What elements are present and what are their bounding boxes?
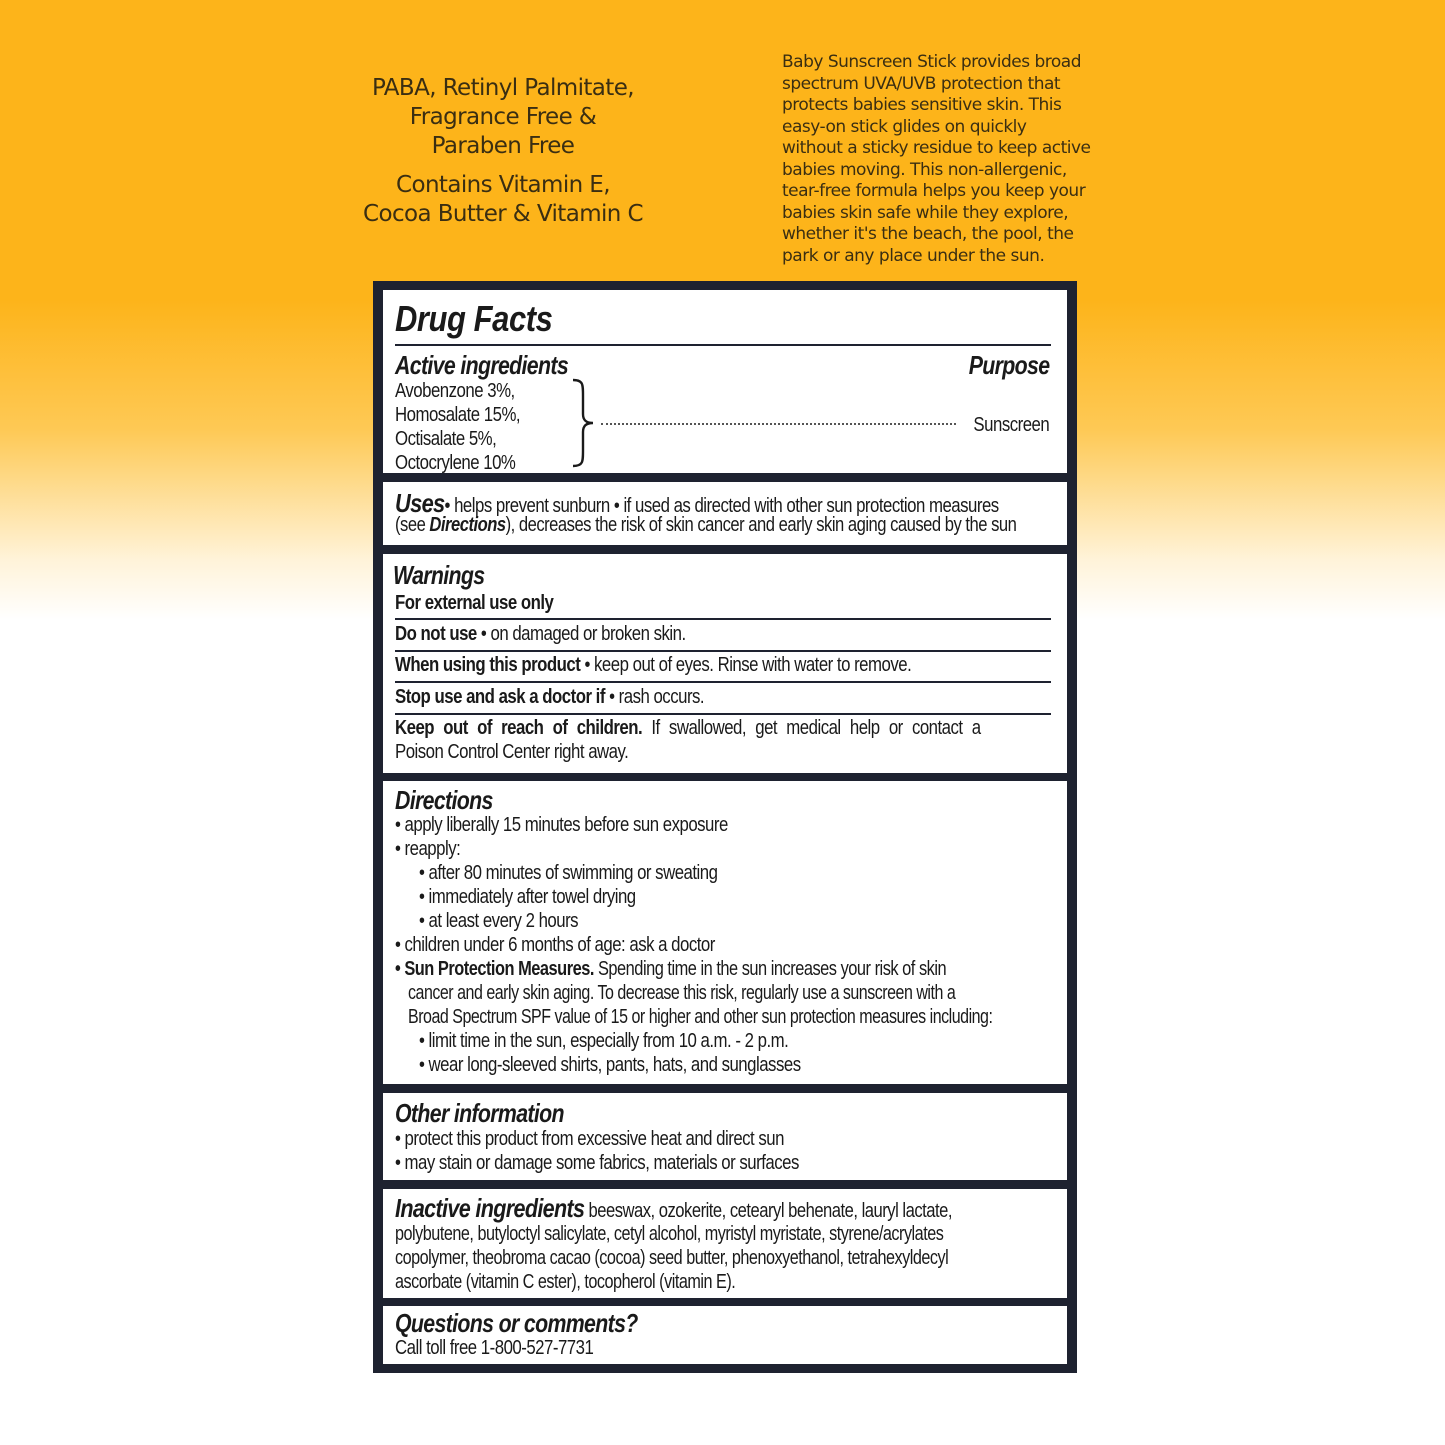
ingredient-avobenzone: Avobenzone 3%, [395, 380, 515, 402]
product-claims [340, 74, 666, 229]
warnings-box [383, 554, 1067, 773]
warning-rule [395, 681, 1051, 683]
product-description [782, 52, 1112, 267]
description-line: Baby Sunscreen Stick provides broad [782, 52, 1081, 72]
sun-protection-text-3: Broad Spectrum SPF value of 15 or higher and other sun protection measures including: [408, 1006, 993, 1028]
warning-rule [395, 650, 1051, 652]
inactive-line-1 [395, 1193, 1066, 1224]
claim-line: Cocoa Butter & Vitamin C [363, 201, 643, 227]
when-using-line [395, 654, 911, 677]
direction-subitem: • immediately after towel drying [419, 886, 636, 908]
description-line: spectrum UVA/UVB protection that [782, 73, 1061, 94]
uses-heading: Uses [395, 488, 445, 518]
sun-protection-line [395, 958, 946, 981]
other-information-box [383, 1093, 1067, 1180]
when-using-text: • keep out of eyes. Rinse with water to remove. [580, 654, 912, 676]
active-ingredients-heading: Active ingredients [395, 350, 569, 380]
stop-use-label: Stop use and ask a doctor if [395, 686, 605, 708]
inactive-text-1: beeswax, ozokerite, cetearyl behenate, lauryl lactate, [584, 1200, 952, 1222]
claim-line: Fragrance Free & [409, 104, 597, 130]
inactive-ingredients-heading: Inactive ingredients [395, 1193, 585, 1223]
uses-text-1: • helps prevent sunburn • if used as directed with other sun protection measures [444, 495, 999, 517]
warning-rule [395, 713, 1051, 715]
claim-line: Paraben Free [431, 133, 575, 159]
drug-facts-panel [373, 281, 1077, 1373]
inactive-text-4: ascorbate (vitamin C ester), tocopherol (vitamin E). [395, 1271, 736, 1293]
sun-protection-text: Spending time in the sun increases your risk of skin [593, 958, 947, 980]
direction-item: • apply liberally 15 minutes before sun exposure [395, 814, 728, 836]
uses-text-2c: ), decreases the risk of skin cancer and early skin aging caused by the sun [505, 514, 1017, 536]
title-rule [395, 344, 1051, 346]
description-line: tear-free formula helps you keep your [782, 181, 1086, 201]
other-information-heading: Other information [395, 1098, 564, 1128]
keep-out-text-2: Poison Control Center right away. [395, 741, 629, 763]
other-info-item: • protect this product from excessive heat and direct sun [395, 1128, 784, 1150]
stop-use-text: • rash occurs. [604, 686, 705, 708]
drug-facts-title: Drug Facts [395, 298, 553, 339]
direction-item: • reapply: [395, 838, 461, 860]
leader-dots [601, 423, 956, 425]
uses-box [383, 482, 1067, 545]
sun-protection-text-2: cancer and early skin aging. To decrease this risk, regularly use a sunscreen with a [408, 982, 956, 1004]
description-line: babies skin safe while they explore, [782, 202, 1069, 223]
free-from-claims [340, 74, 666, 161]
questions-heading: Questions or comments? [395, 1308, 638, 1338]
warnings-heading: Warnings [393, 560, 485, 590]
description-line: park or any place under the sun. [782, 245, 1045, 266]
purpose-heading: Purpose [968, 350, 1049, 380]
directions-ref: Directions [429, 514, 506, 536]
active-ingredients-box [383, 290, 1067, 473]
keep-out-text-1: If swallowed, get medical help or contact a [642, 717, 981, 739]
warning-rule [395, 618, 1051, 620]
directions-heading: Directions [395, 785, 493, 815]
do-not-use-line [395, 623, 686, 646]
keep-out-label: Keep out of reach of children. [395, 717, 643, 739]
uses-text-2a: (see [395, 514, 430, 536]
do-not-use-text: • on damaged or broken skin. [476, 623, 686, 645]
description-line: babies moving. This non-allergenic, [782, 159, 1067, 180]
inactive-ingredients-box [383, 1189, 1067, 1298]
direction-subitem: • wear long-sleeved shirts, pants, hats, and sunglasses [419, 1054, 801, 1076]
curly-brace-icon [569, 378, 597, 468]
ingredient-octisalate: Octisalate 5%, [395, 428, 497, 450]
description-line: protects babies sensitive skin. This [782, 95, 1062, 115]
description-line: whether it's the beach, the pool, the [782, 224, 1074, 244]
external-use-only: For external use only [395, 592, 554, 614]
claim-line: PABA, Retinyl Palmitate, [372, 75, 634, 101]
other-info-item: • may stain or damage some fabrics, materials or surfaces [395, 1152, 799, 1174]
keep-out-line-1 [395, 717, 981, 740]
description-line: easy-on stick glides on quickly [782, 116, 1027, 137]
ingredient-octocrylene: Octocrylene 10% [395, 452, 516, 474]
direction-subitem: • after 80 minutes of swimming or sweating [419, 862, 718, 884]
when-using-label: When using this product [395, 654, 581, 676]
inactive-text-2: polybutene, butyloctyl salicylate, cetyl alcohol, myristyl myristate, styrene/acrylates [395, 1223, 944, 1245]
direction-subitem: • limit time in the sun, especially from 10 a.m. - 2 p.m. [419, 1030, 789, 1052]
direction-subitem: • at least every 2 hours [419, 910, 579, 932]
contains-claims [340, 171, 666, 229]
claim-line: Contains Vitamin E, [396, 172, 610, 198]
description-line: without a sticky residue to keep active [782, 138, 1091, 158]
purpose-sunscreen: Sunscreen [973, 414, 1049, 436]
toll-free-phone: Call toll free 1-800-527-7731 [395, 1337, 594, 1359]
sun-protection-label: • Sun Protection Measures. [395, 958, 594, 980]
directions-box [383, 781, 1067, 1084]
inactive-text-3: copolymer, theobroma cacao (cocoa) seed butter, phenoxyethanol, tetrahexyldecyl [395, 1247, 949, 1269]
direction-item: • children under 6 months of age: ask a doctor [395, 934, 715, 956]
stop-use-line [395, 686, 704, 709]
uses-line-2 [395, 514, 1144, 537]
do-not-use-label: Do not use [395, 623, 477, 645]
questions-box [383, 1306, 1067, 1364]
ingredient-homosalate: Homosalate 15%, [395, 404, 521, 426]
